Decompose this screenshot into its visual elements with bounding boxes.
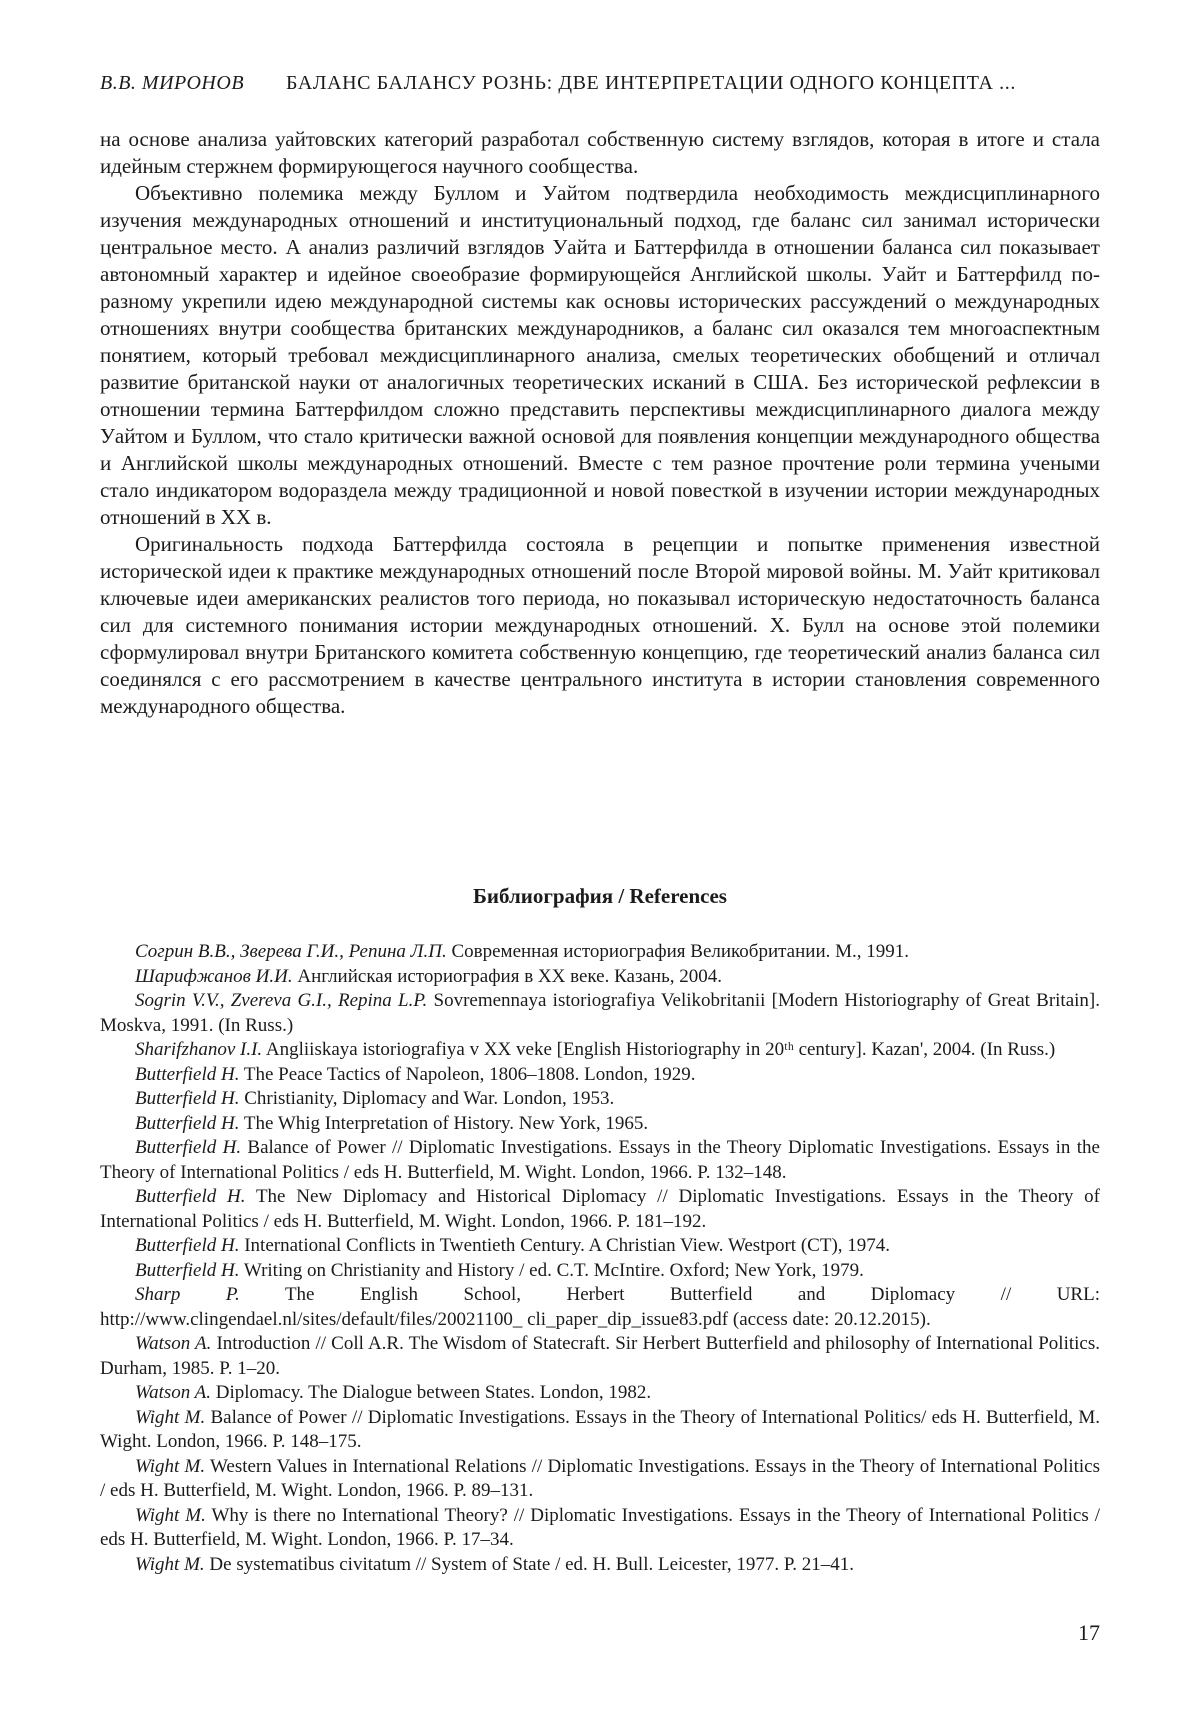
bibliography-entry: Butterfield H. Christianity, Diplomacy and War. London, 1953. xyxy=(135,1088,615,1109)
bibliography-entry: Согрин В.В., Зверева Г.И., Репина Л.П. Современная историография Великобритании. М., 1991. xyxy=(135,941,909,962)
bibliography-entry-authors: Watson A. xyxy=(135,1382,212,1403)
bibliography-entry-authors: Butterfield H. xyxy=(135,1137,242,1158)
bibliography-entry: Wight M. Why is there no International Theory? // Diplomatic Investigations. Essays in the Theory of International Politics / eds H. Butterfield, M. Wight. London, 1966. P. 17–34. xyxy=(100,1504,1100,1550)
bibliography-entry: Sharp P. The English School, Herbert Butterfield and Diplomacy // URL: http://www.clingendael.nl/sites/default/files/20021100_ cli_paper_dip_issue83.pdf (access date: 20.12.2015). xyxy=(100,1284,1100,1330)
body-paragraph: Оригинальность подхода Баттерфилда состояла в рецепции и попытке применения известной исторической идеи к практике международных отношений после Второй мировой войны. М. Уайт критиковал ключевые идеи американских реалистов того периода, но показывал историческую недостаточность баланса сил для системного понимания истории международных отношений. Х. Булл на основе этой полемики сформулировал внутри Британского комитета собственную концепцию, где теоретический анализ баланса сил соединялся с его рассмотрением в качестве центрального института в истории становления современного международного общества. xyxy=(100,532,1100,718)
bibliography-entry-authors: Wight M. xyxy=(135,1504,206,1526)
bibliography-entry-authors: Wight M. xyxy=(135,1406,206,1428)
bibliography-entry: Шарифжанов И.И. Английская историография в XX веке. Казань, 2004. xyxy=(135,965,722,987)
bibliography-entry: Butterfield H. The Peace Tactics of Napoleon, 1806–1808. London, 1929. xyxy=(135,1063,696,1085)
bibliography-entry-authors: Sharifzhanov I.I. xyxy=(135,1039,263,1060)
body-paragraph: Объективно полемика между Буллом и Уайтом подтвердила необходимость междисциплинарного изучения международных отношений и институциональный подход, где баланс сил занимал исторически центральное место. А анализ различий взглядов Уайта и Баттерфилда в отношении баланса сил показывает автономный характер и идейное своеобразие формирующейся Английской школы. Уайт и Баттерфилд по-разному укрепили идею международной системы как основы исторических рассуждений о международных отношениях внутри сообщества британских международников, а баланс сил оказался тем многоаспектным понятием, который требовал междисциплинарного анализа, смелых теоретических обобщений и отличал развитие британской науки от аналогичных теоретических исканий в США. Без исторической рефлексии в отношении термина Баттерфилдом сложно представить перспективы междисциплинарного диалога между Уайтом и Буллом, что стало критически важной основой для появления концепции международного общества и Английской школы международных отношений. Вместе с тем разное прочтение роли термина учеными стало индикатором водораздела между традиционной и новой повесткой в изучении истории международных отношений в XX в. xyxy=(100,181,1100,529)
bibliography-entry-authors: Butterfield H. xyxy=(135,1235,240,1256)
bibliography-entry: Wight M. Balance of Power // Diplomatic Investigations. Essays in the Theory of International Politics/ eds H. Butterfield, M. Wight. London, 1966. P. 148–175. xyxy=(100,1406,1100,1452)
bibliography-entry-authors: Wight M. xyxy=(135,1553,205,1575)
bibliography-entry-authors: Sharp P. xyxy=(135,1284,240,1305)
bibliography-entry-authors: Согрин В.В., Зверева Г.И., Репина Л.П. xyxy=(135,941,447,962)
bibliography-entry-authors: Butterfield H. xyxy=(135,1186,246,1207)
bibliography-entry-authors: Sogrin V.V., Zvereva G.I., Repina L.P. xyxy=(135,990,428,1011)
bibliography-entry-authors: Butterfield H. xyxy=(135,1112,240,1134)
running-head-author: В.В. МИРОНОВ xyxy=(100,72,245,94)
bibliography-entry: Watson A. Diplomacy. The Dialogue between States. London, 1982. xyxy=(135,1382,652,1403)
bibliography-entry-authors: Шарифжанов И.И. xyxy=(135,965,293,987)
bibliography-entry-authors: Wight M. xyxy=(135,1455,206,1477)
bibliography-entry-authors: Butterfield H. xyxy=(135,1088,240,1109)
running-head-title: БАЛАНС БАЛАНСУ РОЗНЬ: ДВЕ ИНТЕРПРЕТАЦИИ ОДНОГО КОНЦЕПТА ... xyxy=(286,72,1016,94)
bibliography-entry: Butterfield H. International Conflicts in Twentieth Century. A Christian View. Westport (CT), 1974. xyxy=(135,1235,891,1256)
bibliography-entry: Butterfield H. Balance of Power // Diplomatic Investigations. Essays in the Theory Diplomatic Investigations. Essays in the Theory of International Politics / eds H. Butterfield, M. Wight. London, 1966. P. 132–148. xyxy=(100,1137,1100,1183)
body-paragraph: на основе анализа уайтовских категорий разработал собственную систему взглядов, которая в итоге и стала идейным стержнем формирующегося научного сообщества. xyxy=(100,127,1100,178)
article-body xyxy=(100,126,1100,720)
bibliography-entry-authors: Butterfield H. xyxy=(135,1063,240,1085)
bibliography-entry: Sharifzhanov I.I. Angliiskaya istoriografiya v XX veke [English Historiography in 20ᵗʰ century]. Kazan', 2004. (In Russ.) xyxy=(135,1039,1056,1060)
bibliography-entry: Butterfield H. The Whig Interpretation of History. New York, 1965. xyxy=(135,1112,649,1134)
bibliography-heading: Библиография / References xyxy=(473,884,727,908)
bibliography-entry-authors: Butterfield H. xyxy=(135,1259,240,1281)
running-head xyxy=(100,72,1100,95)
bibliography-entry: Sogrin V.V., Zvereva G.I., Repina L.P. Sovremennaya istoriografiya Velikobritanii [Modern Historiography of Great Britain]. Moskva, 1991. (In Russ.) xyxy=(100,990,1100,1036)
bibliography-entry: Wight M. Western Values in International Relations // Diplomatic Investigations. Essays in the Theory of International Politics / eds H. Butterfield, M. Wight. London, 1966. P. 89–131. xyxy=(100,1455,1101,1501)
bibliography-entry: Wight M. De systematibus civitatum // System of State / ed. H. Bull. Leicester, 1977. P. 21–41. xyxy=(135,1553,855,1575)
bibliography-entry: Butterfield H. The New Diplomacy and Historical Diplomacy // Diplomatic Investigations. Essays in the Theory of International Politics / eds H. Butterfield, M. Wight. London, 1966. P. 181–192. xyxy=(100,1186,1101,1232)
bibliography-entry: Butterfield H. Writing on Christianity and History / ed. C.T. McIntire. Oxford; New York, 1979. xyxy=(135,1259,864,1281)
bibliography-list xyxy=(100,940,1100,1577)
bibliography-entry-authors: Watson A. xyxy=(135,1333,212,1354)
bibliography-entry: Watson A. Introduction // Coll A.R. The Wisdom of Statecraft. Sir Herbert Butterfield and philosophy of International Politics. Durham, 1985. P. 1–20. xyxy=(100,1333,1100,1379)
page-number: 17 xyxy=(1078,1620,1100,1645)
